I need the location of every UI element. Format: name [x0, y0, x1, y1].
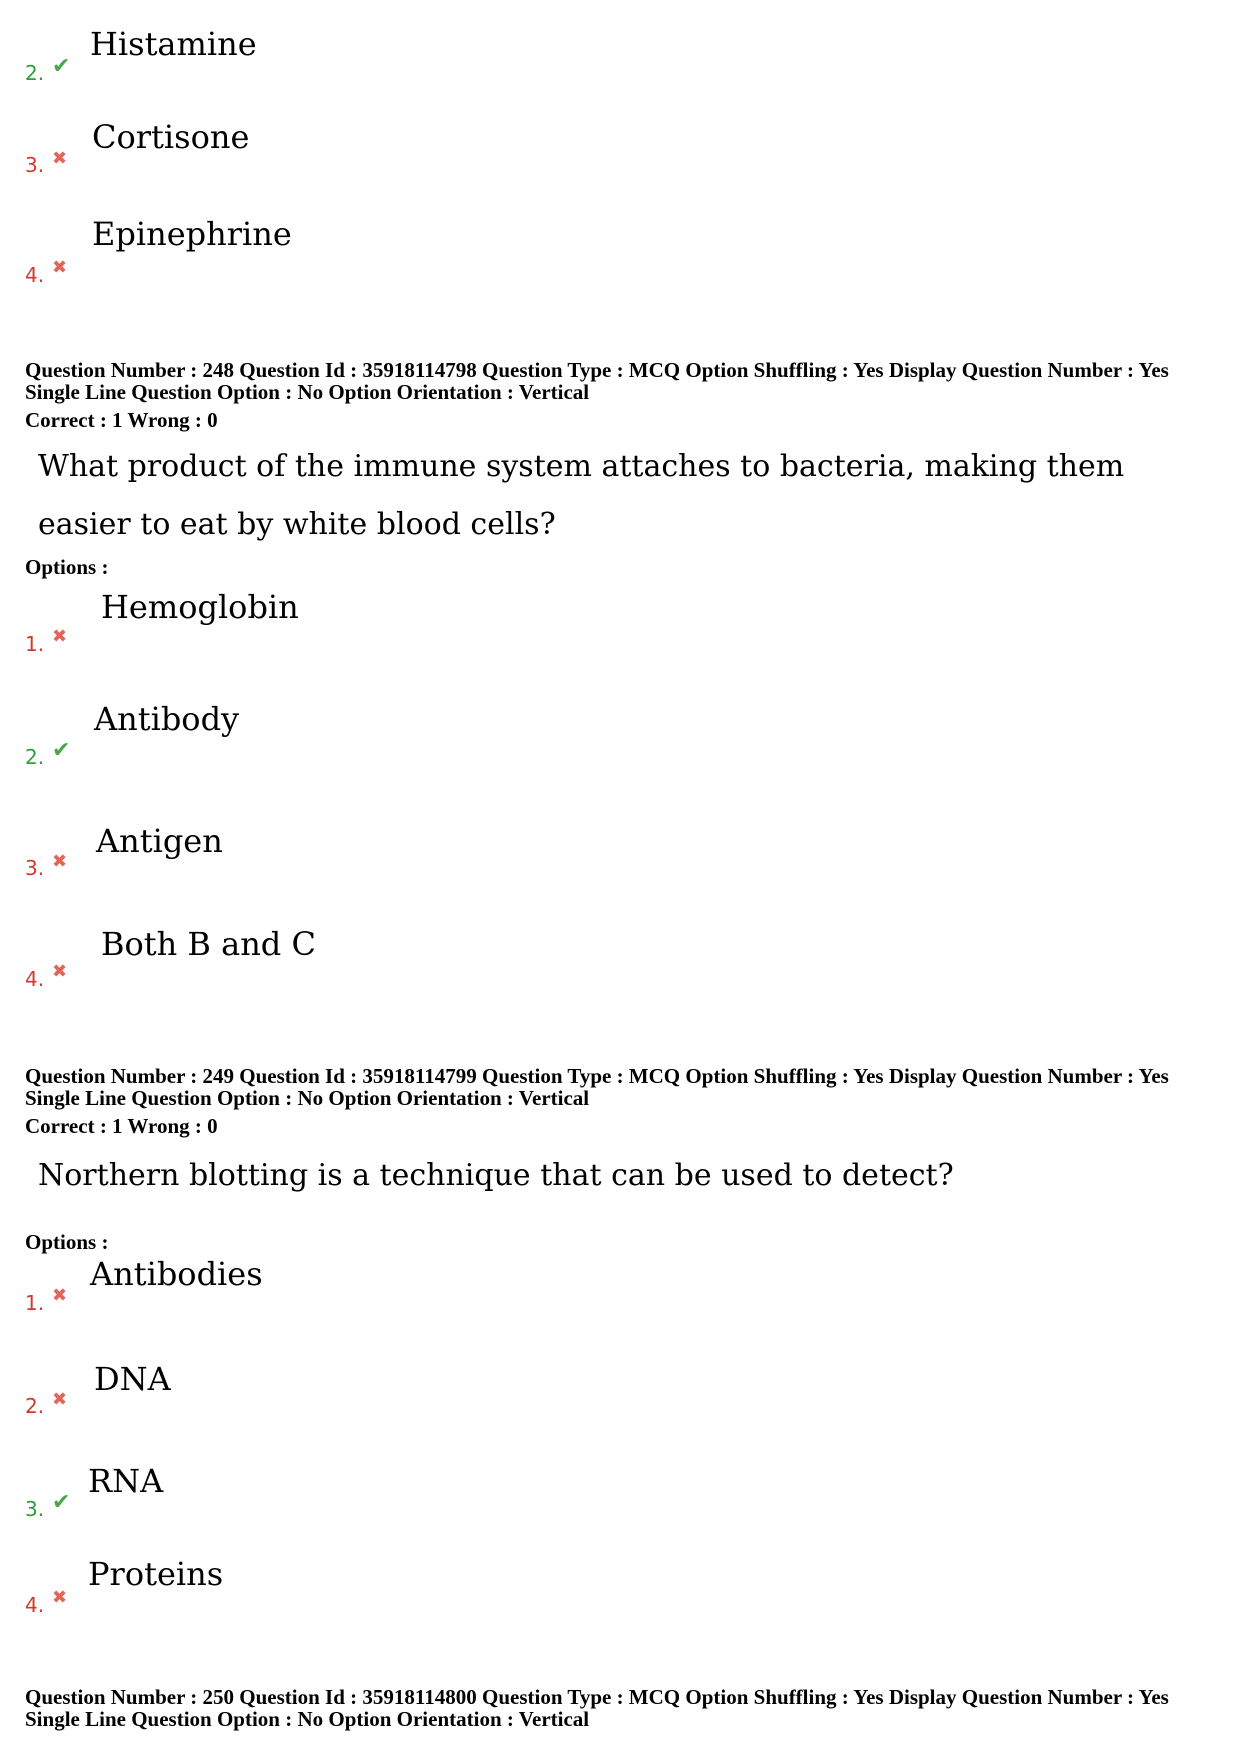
- option-item: [0, 822, 1240, 882]
- check-icon: ✔: [52, 54, 71, 79]
- option-item: [0, 588, 1240, 656]
- cross-icon: ✖: [52, 1285, 68, 1306]
- cross-icon: ✖: [52, 1389, 68, 1410]
- question-meta: Question Number : 248 Question Id : 35918114798 Question Type : MCQ Option Shuffling : Yes Display Question Number : Yes: [25, 358, 1169, 382]
- cross-icon: ✖: [52, 257, 68, 278]
- cross-icon: ✖: [52, 851, 68, 872]
- question-meta: Question Number : 249 Question Id : 35918114799 Question Type : MCQ Option Shuffling : Yes Display Question Number : Yes: [25, 1064, 1169, 1088]
- question-meta: Single Line Question Option : No Option Orientation : Vertical: [25, 1086, 590, 1110]
- option-text: Antibodies: [90, 1255, 263, 1293]
- option-item: [0, 1255, 1240, 1315]
- question-meta: Single Line Question Option : No Option Orientation : Vertical: [25, 1707, 590, 1731]
- cross-icon: ✖: [52, 148, 68, 169]
- option-text: Antibody: [94, 700, 240, 738]
- option-text: Both B and C: [101, 925, 316, 963]
- option-number: 2.: [25, 745, 45, 769]
- option-number: 3.: [25, 1497, 45, 1521]
- option-number: 2.: [25, 1394, 45, 1418]
- option-item: [0, 118, 1240, 178]
- question-score: Correct : 1 Wrong : 0: [25, 408, 218, 432]
- option-text: Hemoglobin: [101, 588, 299, 626]
- options-label: Options :: [25, 1230, 109, 1254]
- option-number: 1.: [25, 632, 45, 656]
- option-number: 3.: [25, 856, 45, 880]
- option-item: [0, 700, 1240, 769]
- option-item: [0, 215, 1240, 287]
- option-item: [0, 1360, 1240, 1420]
- option-text: Epinephrine: [92, 215, 292, 253]
- cross-icon: ✖: [52, 961, 68, 982]
- option-number: 2.: [25, 61, 45, 85]
- question-score: Correct : 1 Wrong : 0: [25, 1114, 218, 1138]
- check-icon: ✔: [52, 738, 71, 763]
- option-number: 4.: [25, 263, 45, 287]
- options-label: Options :: [25, 555, 109, 579]
- question-meta: Question Number : 250 Question Id : 35918114800 Question Type : MCQ Option Shuffling : Yes Display Question Number : Yes: [25, 1685, 1169, 1709]
- option-number: 1.: [25, 1291, 45, 1315]
- check-icon: ✔: [52, 1490, 71, 1515]
- option-text: RNA: [88, 1462, 164, 1500]
- option-text: Proteins: [88, 1555, 224, 1593]
- option-item: [0, 1462, 1240, 1522]
- option-number: 4.: [25, 967, 45, 991]
- option-text: Cortisone: [92, 118, 250, 156]
- question-text: Northern blotting is a technique that can be used to detect?: [38, 1158, 954, 1193]
- option-item: [0, 1555, 1240, 1615]
- option-number: 3.: [25, 153, 45, 177]
- question-meta: Single Line Question Option : No Option Orientation : Vertical: [25, 380, 590, 404]
- question-text: What product of the immune system attaches to bacteria, making them easier to eat by white blood cells?: [38, 449, 1125, 542]
- option-text: DNA: [94, 1360, 171, 1398]
- option-text: Antigen: [96, 822, 223, 860]
- option-text: Histamine: [90, 25, 257, 63]
- option-item: [0, 925, 1240, 991]
- option-item: [0, 25, 1240, 85]
- cross-icon: ✖: [52, 626, 68, 647]
- option-number: 4.: [25, 1593, 45, 1617]
- cross-icon: ✖: [52, 1587, 68, 1608]
